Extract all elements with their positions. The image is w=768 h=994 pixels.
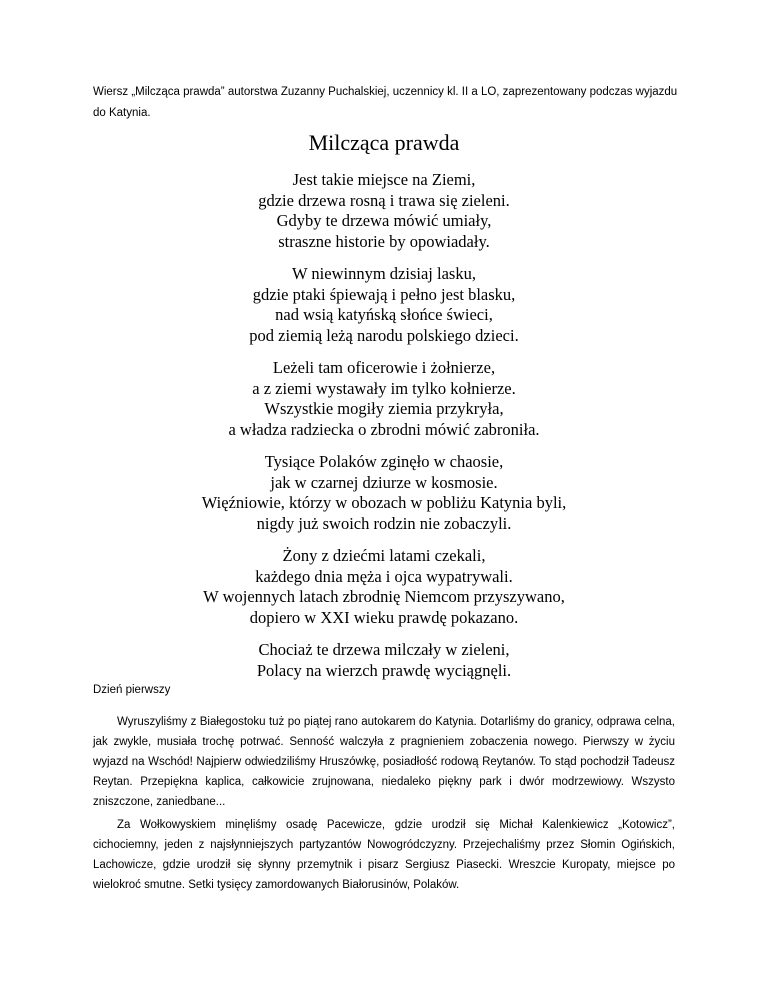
poem-verse: Polacy na wierzch prawdę wyciągnęli.: [256, 660, 512, 680]
poem-verse: Leżeli tam oficerowie i żołnierze,: [272, 358, 496, 377]
poem-verse: gdzie drzewa rosną i trawa się zieleni.: [258, 190, 510, 210]
poem-verse: Jest takie miejsce na Ziemi,: [292, 170, 476, 189]
poem-verse: Chociaż te drzewa milczały w zieleni,: [258, 640, 510, 659]
poem-verse: pod ziemią leżą narodu polskiego dzieci.: [249, 325, 519, 345]
body-paragraph: Wyruszyliśmy z Białegostoku tuż po piątej rano autokarem do Katynia. Dotarliśmy do granicy, odprawa celna, jak zwykle, musiała trochę potrwać. Senność walczyła z pragnieniem zobaczenia nowego. Pierwszy w życiu wyjazd na Wschód! Najpierw odwiedziliśmy Hruszówkę, posiadłość rodową Reytanów. To stąd pochodził Tadeusz Reytan. Przepiękna kaplica, całkowicie zrujnowana, niedaleko piękny park i dwór modrzewiowy. Wszysto zniszczone, zaniedbane...: [93, 716, 675, 808]
poem-verse: a władza radziecka o zbrodni mówić zabroniła.: [228, 419, 540, 439]
poem-verse: każdego dnia męża i ojca wypatrywali.: [255, 566, 513, 586]
poem-stanza: [93, 170, 675, 252]
poem-verse: Wszystkie mogiły ziemia przykryła,: [264, 399, 504, 418]
intro-note: Wiersz „Milcząca prawda” autorstwa Zuzanny Puchalskiej, uczennicy kl. II a LO, zaprezentowany podczas wyjazdu do Katynia.: [93, 86, 678, 119]
poem-stanza: [93, 640, 675, 681]
poem-title: Milcząca prawda: [308, 130, 460, 155]
poem-verse: straszne historie by opowiadały.: [278, 231, 490, 251]
poem-verse: W niewinnym dzisiaj lasku,: [292, 264, 476, 283]
poem-stanza: [93, 264, 675, 346]
poem-stanza: [93, 452, 675, 534]
poem-body: [93, 170, 675, 693]
poem-verse: Więźniowie, którzy w obozach w pobliżu Katynia byli,: [201, 493, 567, 512]
poem-verse: a z ziemi wystawały im tylko kołnierze.: [252, 378, 516, 398]
poem-verse: Tysiące Polaków zginęło w chaosie,: [264, 452, 504, 471]
poem-verse: nad wsią katyńską słońce świeci,: [275, 305, 493, 324]
poem-verse: W wojennych latach zbrodnię Niemcom przyszywano,: [203, 587, 565, 606]
poem-verse: nigdy już swoich rodzin nie zobaczyli.: [256, 513, 512, 533]
poem-verse: gdzie ptaki śpiewają i pełno jest blasku,: [252, 284, 516, 304]
poem-verse: Gdyby te drzewa mówić umiały,: [276, 211, 492, 230]
poem-verse: jak w czarnej dziurze w kosmosie.: [270, 472, 498, 492]
poem-verse: Żony z dziećmi latami czekali,: [282, 546, 486, 565]
poem-verse: dopiero w XXI wieku prawdę pokazano.: [249, 607, 519, 627]
section-heading: Dzień pierwszy: [93, 684, 171, 696]
poem-stanza: [93, 546, 675, 628]
body-paragraph: Za Wołkowyskiem minęliśmy osadę Pacewicze, gdzie urodził się Michał Kalenkiewicz „Kotowicz”, cichociemny, jeden z najsłynniejszych partyzantów Nowogródczyzny. Przejechaliśmy przez Słomin Ogińskich, Lachowicze, gdzie urodził się słynny przemytnik i pisarz Sergiusz Piasecki. Wreszcie Kuropaty, miejsce po wielokroć smutne. Setki tysięcy zamordowanych Białorusinów, Polaków.: [93, 819, 675, 891]
poem-stanza: [93, 358, 675, 440]
